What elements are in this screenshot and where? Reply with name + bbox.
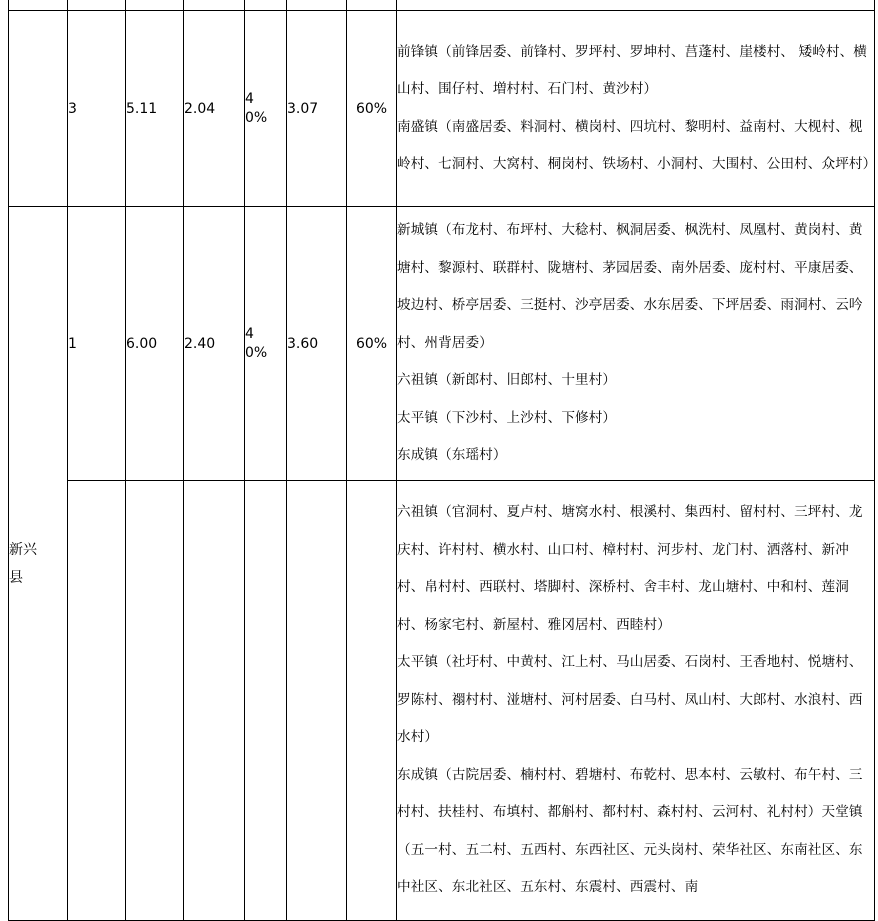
town-entry: 六祖镇（新郎村、旧郎村、十里村） [397, 372, 617, 389]
table-row [9, 11, 875, 207]
town-entry: 前锋镇（前锋居委、前锋村、罗坪村、罗坤村、莒蓬村、崖楼村、 矮岭村、横山村、围仔村、増村村、石门村、黄沙村） [397, 43, 868, 97]
town-entry: 太平镇（下沙村、上沙村、下修村） [397, 409, 617, 426]
county-cell-prev [9, 11, 68, 207]
table-row [9, 481, 875, 921]
table-cell [68, 481, 126, 921]
value-a: 2.40 [184, 207, 245, 481]
ratio-a-line2: 0% [245, 344, 268, 361]
table-row [9, 207, 875, 481]
table-cell [245, 481, 287, 921]
table-cell [126, 0, 184, 11]
ratio-b: 60% [347, 207, 397, 481]
table-row-header-edge [9, 0, 875, 11]
table-cell [397, 0, 875, 11]
table-cell [68, 0, 126, 11]
ratio-a [245, 207, 287, 481]
total-value: 5.11 [126, 11, 184, 207]
town-entry: 太平镇（社圩村、中黄村、江上村、马山居委、石岗村、王香地村、悦塘村、罗陈村、禤村村、湴塘村、河村居委、白马村、凤山村、大郎村、水浪村、西水村） [397, 654, 863, 746]
village-list [397, 207, 875, 481]
table-cell [9, 0, 68, 11]
value-a: 2.04 [184, 11, 245, 207]
town-entry: 东成镇（古院居委、楠村村、碧塘村、布乾村、思本村、云敏村、布午村、三村村、扶桂村、布填村、都斛村、都村村、森村村、云河村、礼村村）天堂镇（五一村、五二村、五西村、东西社区、元头岗村、荣华社区、东南社区、东中社区、东北社区、五东村、东震村、西震村、南 [397, 766, 863, 896]
ratio-a [245, 11, 287, 207]
town-entry: 南盛镇（南盛居委、料洞村、横岗村、四坑村、黎明村、益南村、大枧村、枧岭村、七洞村、大窝村、桐岗村、铁场村、小洞村、大围村、公田村、众坪村） [397, 118, 877, 172]
county-cell [9, 207, 68, 921]
town-entry: 新城镇（布龙村、布坪村、大稔村、枫洞居委、枫洗村、凤凰村、黄岗村、黄塘村、黎源村、联群村、陇塘村、茅园居委、南外居委、庞村村、平康居委、坡边村、桥亭居委、三挺村、沙亭居委、水东居委、下坪居委、雨洞村、云吟村、州背居委） [397, 222, 863, 351]
table-cell [126, 481, 184, 921]
table-cell [184, 0, 245, 11]
row-index: 1 [68, 207, 126, 481]
village-list [397, 11, 875, 207]
value-b: 3.60 [287, 207, 347, 481]
table-cell [287, 0, 347, 11]
ratio-a-line2: 0% [245, 109, 268, 126]
ratio-b: 60% [347, 11, 397, 207]
total-value: 6.00 [126, 207, 184, 481]
table-cell [287, 481, 347, 921]
value-b: 3.07 [287, 11, 347, 207]
table-cell [245, 0, 287, 11]
town-entry: 东成镇（东瑶村） [397, 447, 507, 464]
table-cell [347, 481, 397, 921]
row-index: 3 [68, 11, 126, 207]
ratio-a-line1: 4 [245, 325, 254, 342]
village-allocation-table [8, 0, 875, 921]
county-label-line2: 县 [9, 569, 23, 586]
county-label-line1: 新兴 [9, 541, 37, 558]
table-cell [347, 0, 397, 11]
town-entry: 六祖镇（官洞村、夏卢村、塘窝水村、根溪村、集西村、留村村、三坪村、龙庆村、许村村、横水村、山口村、樟村村、河步村、龙门村、洒落村、新冲村、帛村村、西联村、塔脚村、深桥村、舍丰村、龙山塘村、中和村、莲洞村、杨家宅村、新屋村、雅冈居村、西睦村） [397, 504, 863, 633]
village-list [397, 481, 875, 921]
table-cell [184, 481, 245, 921]
ratio-a-line1: 4 [245, 90, 254, 107]
